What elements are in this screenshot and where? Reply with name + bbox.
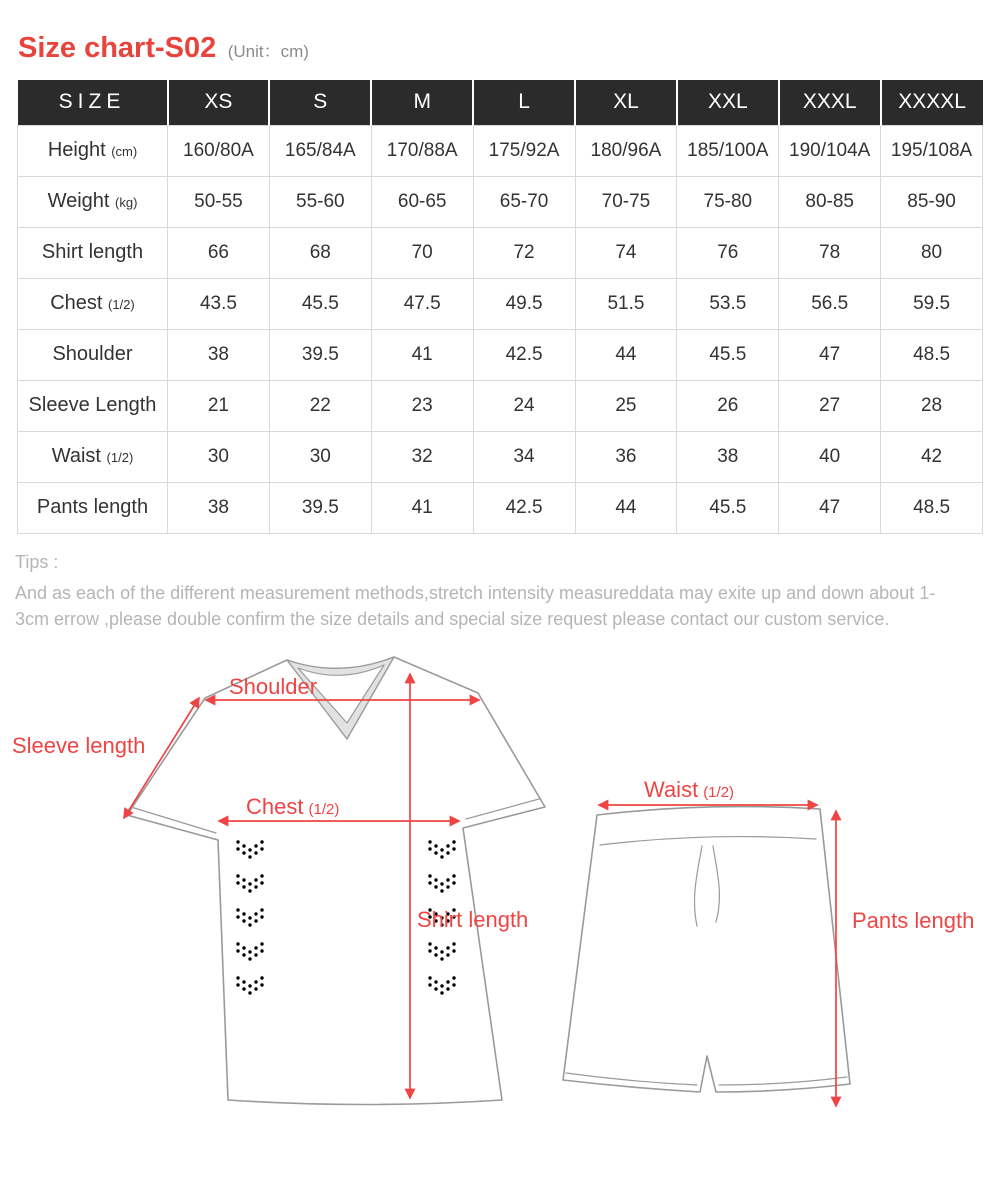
size-value-cell: 195/108A: [881, 125, 983, 176]
size-value-cell: 74: [575, 227, 677, 278]
size-value-cell: 40: [779, 431, 881, 482]
size-value-cell: 75-80: [677, 176, 779, 227]
size-value-cell: 50-55: [168, 176, 270, 227]
table-row-waist: [18, 431, 983, 482]
table-row-weight: [18, 176, 983, 227]
row-label-sub: (cm): [111, 144, 138, 159]
row-label-text: Chest: [50, 292, 103, 314]
size-value-cell: 25: [575, 380, 677, 431]
size-value-cell: 56.5: [779, 278, 881, 329]
row-label-height: [18, 125, 168, 176]
row-label-text: Sleeve Length: [28, 394, 157, 416]
size-value-cell: 36: [575, 431, 677, 482]
sleeve-length-label: Sleeve length: [12, 732, 146, 758]
size-value-cell: 26: [677, 380, 779, 431]
size-value-cell: 59.5: [881, 278, 983, 329]
waist-label-sub: (1/2): [703, 783, 735, 801]
size-value-cell: 165/84A: [269, 125, 371, 176]
size-value-cell: 34: [473, 431, 575, 482]
row-label-text: Height: [47, 139, 106, 161]
size-value-cell: 39.5: [269, 329, 371, 380]
row-label-weight: [18, 176, 168, 227]
table-header-cell: XXXL: [779, 80, 881, 125]
size-value-cell: 32: [371, 431, 473, 482]
size-value-cell: 65-70: [473, 176, 575, 227]
size-value-cell: 48.5: [881, 329, 983, 380]
size-value-cell: 160/80A: [168, 125, 270, 176]
table-header-row: [18, 80, 983, 125]
table-row-height: [18, 125, 983, 176]
row-label-chest: [18, 278, 168, 329]
row-label-sleeve-length: [18, 380, 168, 431]
size-value-cell: 68: [269, 227, 371, 278]
page-header: [0, 0, 1000, 65]
size-value-cell: 48.5: [881, 482, 983, 533]
row-label-pants-length: [18, 482, 168, 533]
size-value-cell: 70: [371, 227, 473, 278]
size-value-cell: 38: [677, 431, 779, 482]
size-value-cell: 80-85: [779, 176, 881, 227]
size-value-cell: 23: [371, 380, 473, 431]
size-value-cell: 45.5: [677, 482, 779, 533]
size-value-cell: 21: [168, 380, 270, 431]
size-value-cell: 30: [168, 431, 270, 482]
table-header-cell: XL: [575, 80, 677, 125]
size-value-cell: 28: [881, 380, 983, 431]
table-header-cell: XXXXL: [881, 80, 983, 125]
table-row-chest: [18, 278, 983, 329]
pants-length-label: Pants length: [852, 907, 975, 933]
row-label-waist: [18, 431, 168, 482]
page-title: Size chart-S02: [18, 32, 217, 64]
row-label-sub: (kg): [115, 195, 138, 210]
size-value-cell: 55-60: [269, 176, 371, 227]
size-table: [17, 80, 983, 534]
size-value-cell: 78: [779, 227, 881, 278]
table-header-cell: XXL: [677, 80, 779, 125]
size-value-cell: 38: [168, 482, 270, 533]
size-value-cell: 24: [473, 380, 575, 431]
size-value-cell: 44: [575, 329, 677, 380]
size-value-cell: 85-90: [881, 176, 983, 227]
size-value-cell: 53.5: [677, 278, 779, 329]
tips-heading: Tips :: [15, 551, 59, 572]
size-value-cell: 44: [575, 482, 677, 533]
tips-section: [15, 552, 985, 632]
size-value-cell: 47.5: [371, 278, 473, 329]
table-header-size: SIZE: [18, 80, 168, 125]
size-value-cell: 45.5: [677, 329, 779, 380]
chest-label-text: Chest: [246, 793, 304, 819]
size-value-cell: 42.5: [473, 482, 575, 533]
row-label-text: Waist: [51, 445, 101, 467]
size-value-cell: 49.5: [473, 278, 575, 329]
size-diagram: [0, 636, 1000, 1156]
size-value-cell: 47: [779, 482, 881, 533]
table-row-shirt-length: [18, 227, 983, 278]
waist-label-text: Waist: [644, 776, 699, 802]
size-value-cell: 170/88A: [371, 125, 473, 176]
size-value-cell: 180/96A: [575, 125, 677, 176]
row-label-text: Shoulder: [52, 343, 133, 365]
unit-label: (Unit：cm): [227, 42, 309, 61]
row-label-shirt-length: [18, 227, 168, 278]
table-header-cell: M: [371, 80, 473, 125]
row-label-text: Shirt length: [41, 241, 144, 263]
table-row-pants-length: [18, 482, 983, 533]
tips-body: And as each of the different measurement methods,stretch intensity measureddata may exite up and down about 1-3cm errow ,please double confirm the size details and special size request please contact our custom service.: [15, 582, 936, 629]
size-value-cell: 80: [881, 227, 983, 278]
size-value-cell: 38: [168, 329, 270, 380]
row-label-text: Weight: [47, 190, 110, 212]
size-value-cell: 42: [881, 431, 983, 482]
size-value-cell: 51.5: [575, 278, 677, 329]
size-value-cell: 72: [473, 227, 575, 278]
shirt-length-label: Shirt length: [417, 906, 529, 932]
size-value-cell: 175/92A: [473, 125, 575, 176]
size-value-cell: 39.5: [269, 482, 371, 533]
size-value-cell: 47: [779, 329, 881, 380]
table-row-sleeve-length: [18, 380, 983, 431]
size-value-cell: 43.5: [168, 278, 270, 329]
row-label-sub: (1/2): [108, 297, 135, 312]
chest-label-sub: (1/2): [308, 800, 340, 818]
size-value-cell: 41: [371, 329, 473, 380]
size-value-cell: 27: [779, 380, 881, 431]
shoulder-label: Shoulder: [229, 673, 318, 699]
size-value-cell: 45.5: [269, 278, 371, 329]
row-label-shoulder: [18, 329, 168, 380]
size-value-cell: 76: [677, 227, 779, 278]
size-value-cell: 41: [371, 482, 473, 533]
shorts-outline: [563, 806, 850, 1091]
size-value-cell: 185/100A: [677, 125, 779, 176]
table-header-cell: XS: [168, 80, 270, 125]
size-value-cell: 190/104A: [779, 125, 881, 176]
waist-label: [644, 777, 734, 802]
size-value-cell: 70-75: [575, 176, 677, 227]
row-label-text: Pants length: [36, 496, 149, 518]
size-value-cell: 30: [269, 431, 371, 482]
table-row-shoulder: [18, 329, 983, 380]
row-label-sub: (1/2): [106, 450, 134, 465]
size-value-cell: 66: [168, 227, 270, 278]
size-value-cell: 42.5: [473, 329, 575, 380]
table-header-cell: S: [269, 80, 371, 125]
size-value-cell: 60-65: [371, 176, 473, 227]
size-value-cell: 22: [269, 380, 371, 431]
table-header-cell: L: [473, 80, 575, 125]
